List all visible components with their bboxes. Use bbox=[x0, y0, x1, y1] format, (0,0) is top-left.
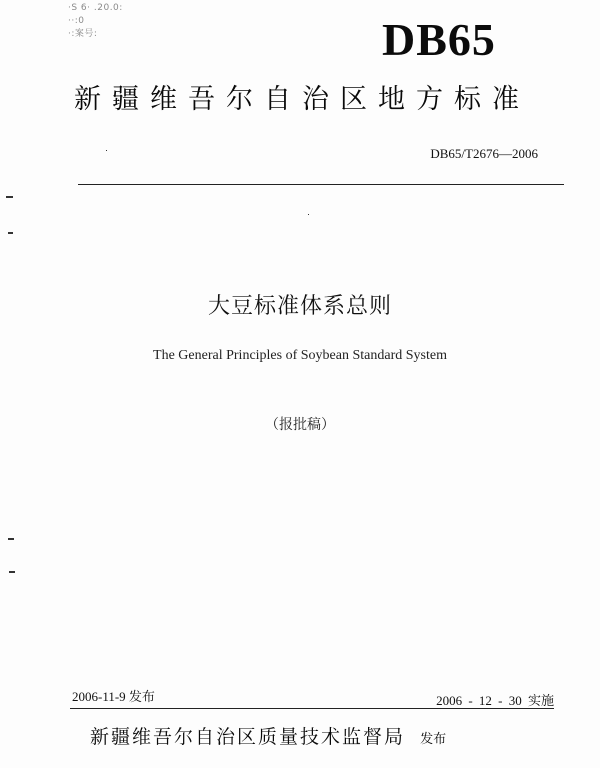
document-title-english: The General Principles of Soybean Standard System bbox=[153, 348, 447, 363]
issuer-suffix: 发布 bbox=[420, 732, 447, 747]
meta-line-record: ·:案号: bbox=[68, 29, 98, 39]
meta-line-class: ··:0 bbox=[68, 16, 85, 26]
header-divider bbox=[78, 184, 564, 185]
scan-speck bbox=[8, 538, 14, 540]
standard-logo: DB65 bbox=[382, 14, 496, 65]
footer-divider bbox=[70, 708, 554, 709]
standard-type-heading: 新疆维吾尔自治区地方标准 bbox=[74, 84, 530, 115]
catalog-meta bbox=[68, 2, 123, 41]
draft-status-note: （报批稿） bbox=[265, 417, 335, 433]
scan-speck bbox=[6, 196, 13, 198]
implementation-date: 2006 - 12 - 30 实施 bbox=[436, 693, 554, 708]
scan-speck bbox=[8, 232, 13, 234]
document-title-chinese: 大豆标准体系总则 bbox=[207, 294, 392, 319]
issue-date: 2006-11-9 发布 bbox=[72, 689, 155, 704]
issuing-authority bbox=[90, 722, 446, 749]
scan-speck bbox=[106, 150, 107, 151]
issuer-name: 新疆维吾尔自治区质量技术监督局 bbox=[90, 726, 406, 748]
meta-line-ics: ·S 6· .20.0: bbox=[68, 3, 123, 13]
scan-speck bbox=[9, 571, 15, 573]
scan-speck bbox=[308, 214, 309, 215]
standard-code: DB65/T2676—2006 bbox=[430, 146, 538, 161]
